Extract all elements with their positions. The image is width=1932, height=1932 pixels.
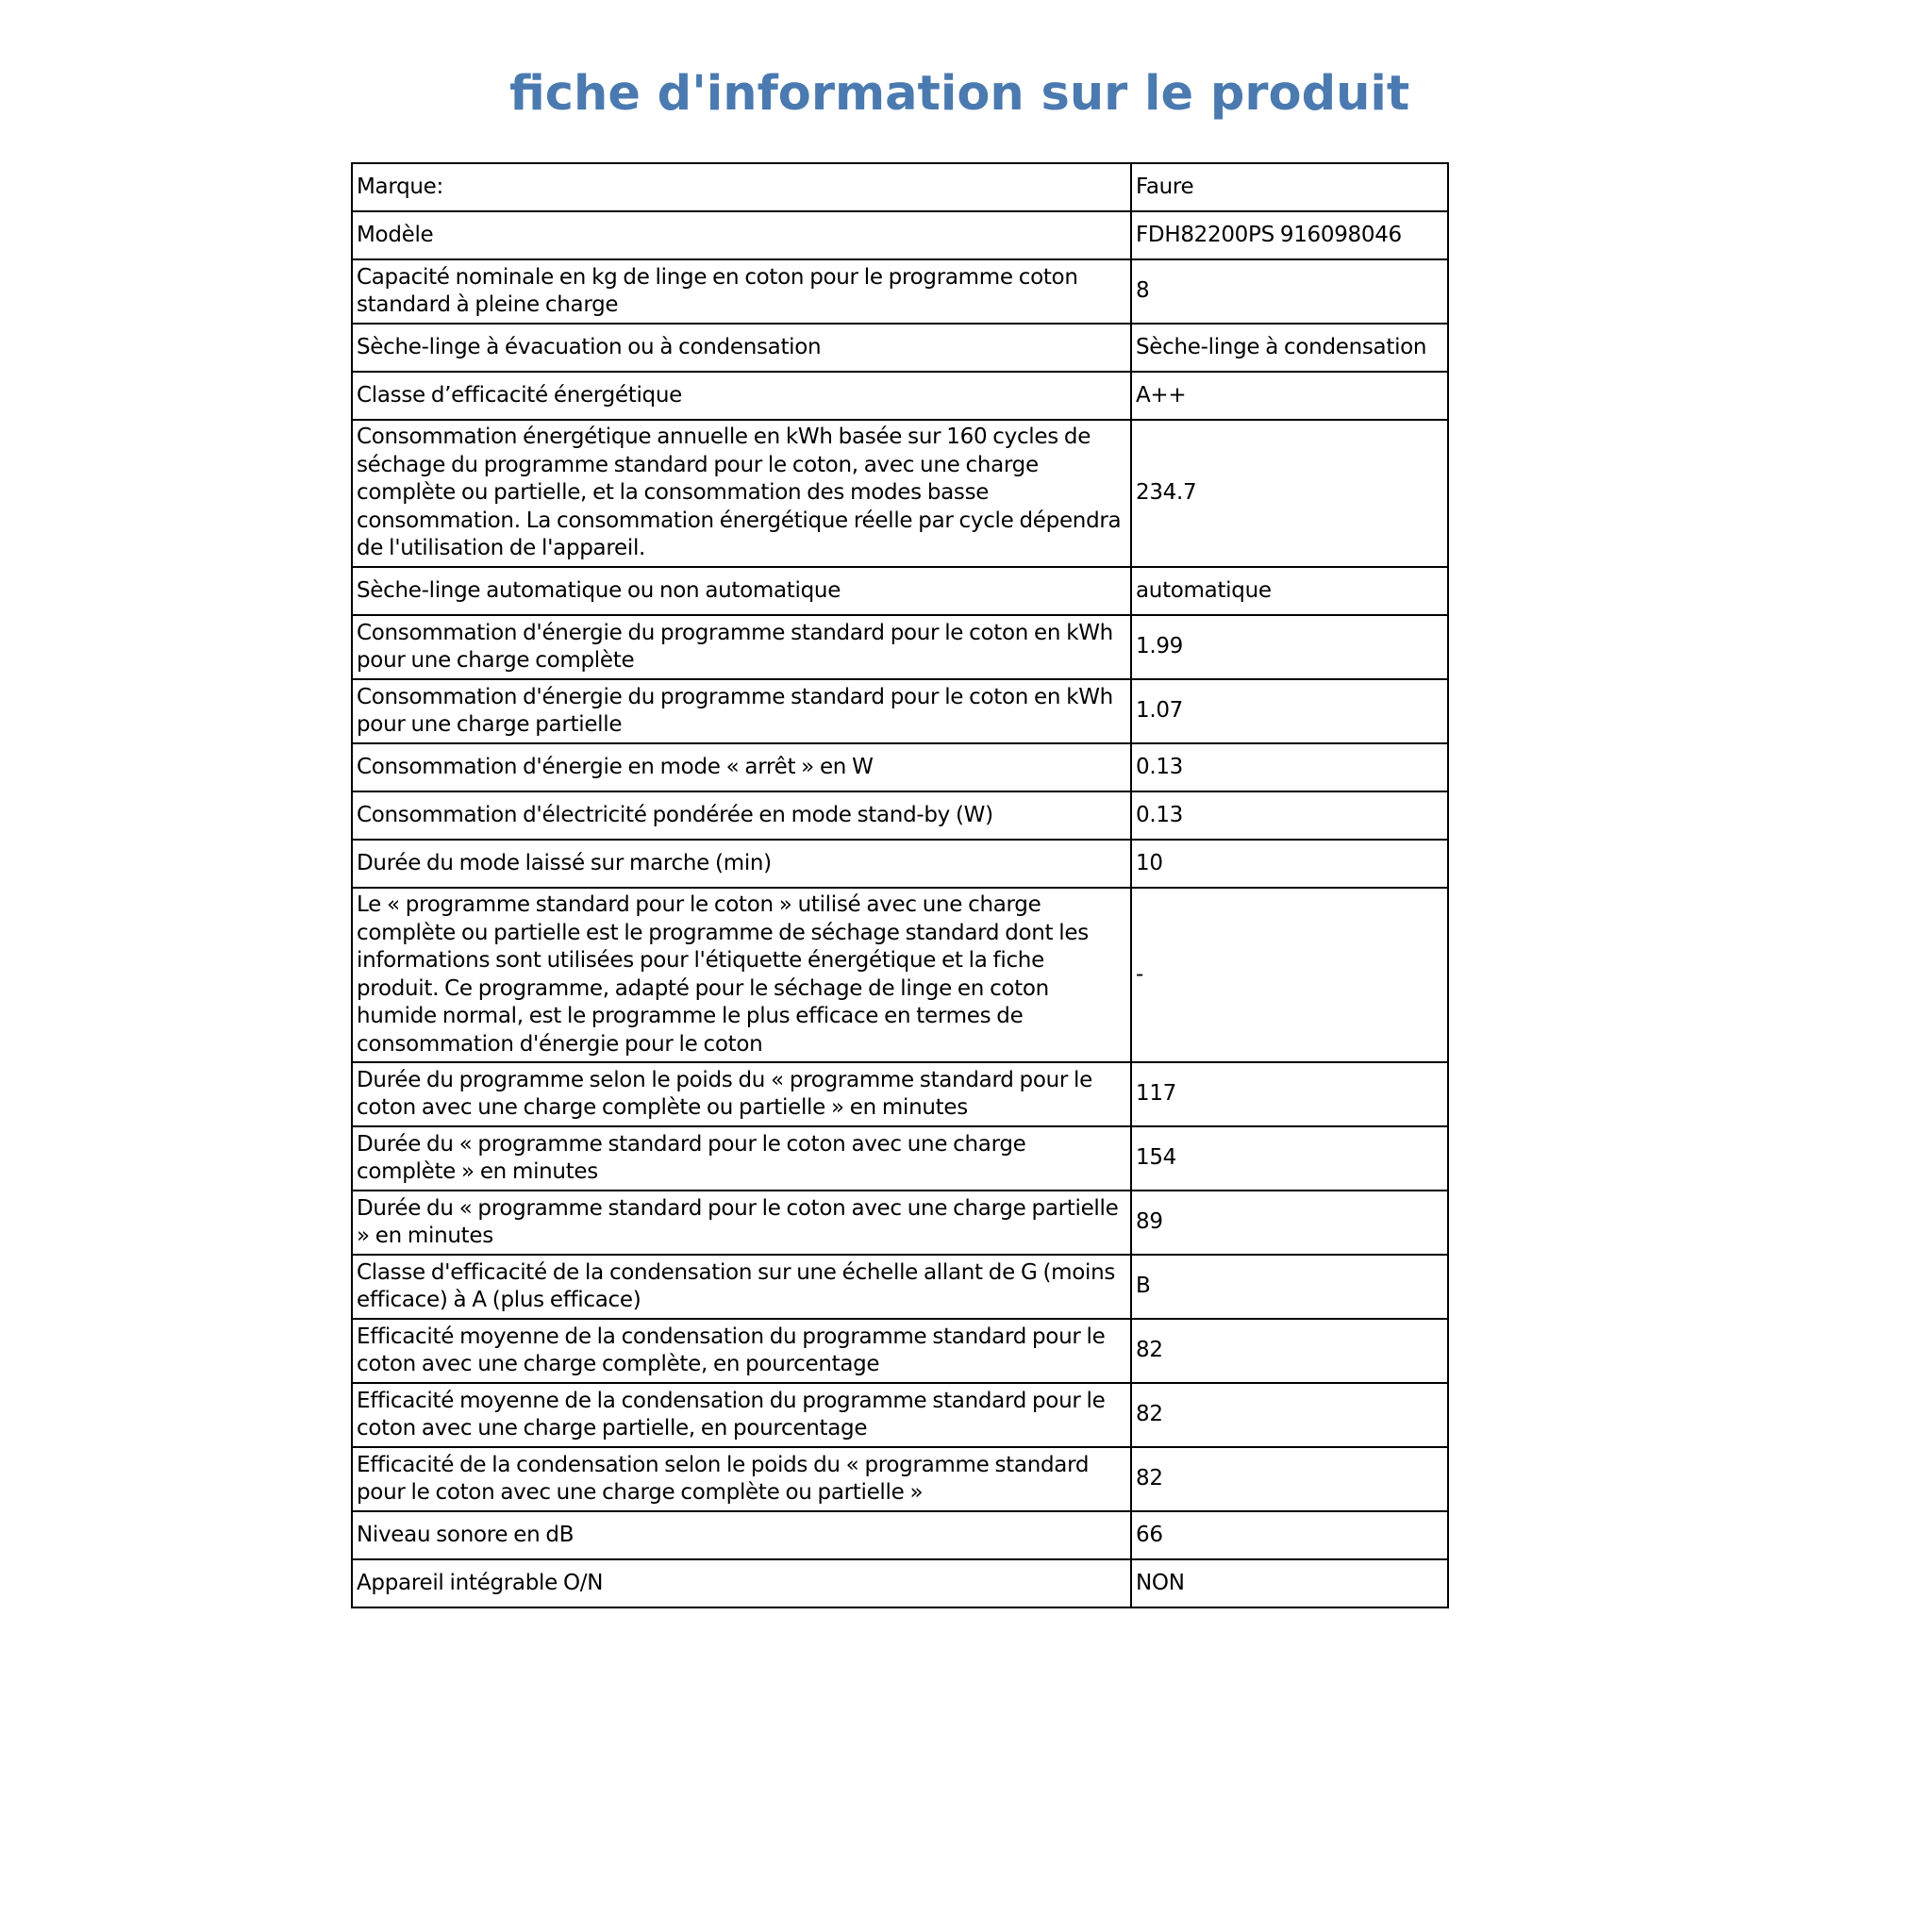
row-value: B [1131,1255,1448,1319]
row-value: FDH82200PS 916098046 [1131,211,1448,259]
row-label: Consommation d'électricité pondérée en mode stand-by (W) [352,791,1131,840]
table-row-standby [352,791,1448,840]
row-value: Sèche-linge à condensation [1131,324,1448,372]
row-value: 89 [1131,1191,1448,1255]
table-row-partial-load-duration [352,1191,1448,1255]
row-label: Classe d’efficacité énergétique [352,372,1131,420]
row-label: Niveau sonore en dB [352,1511,1131,1559]
row-label: Classe d'efficacité de la condensation sur une échelle allant de G (moins efficace) à A (plus efficace) [352,1255,1131,1319]
row-label: Durée du mode laissé sur marche (min) [352,840,1131,888]
table-row-condensation-partial-load [352,1383,1448,1447]
page-title: fiche d'information sur le produit [509,66,1410,122]
table-row-standard-program-note [352,888,1448,1062]
row-value: 0.13 [1131,743,1448,791]
row-label: Durée du programme selon le poids du « programme standard pour le coton avec une charge complète ou partielle » en minutes [352,1062,1131,1126]
row-label: Durée du « programme standard pour le coton avec une charge partielle » en minutes [352,1191,1131,1255]
row-value: 82 [1131,1447,1448,1511]
row-label: Consommation énergétique annuelle en kWh basée sur 160 cycles de séchage du programme standard pour le coton, avec une charge complète ou partielle, et la consommation des modes basse consommation. La consommation énergétique réelle par cycle dépendra de l'utilisation de l'appareil. [352,420,1131,567]
row-label: Durée du « programme standard pour le coton avec une charge complète » en minutes [352,1126,1131,1191]
row-label: Le « programme standard pour le coton » utilisé avec une charge complète ou partielle est le programme de séchage standard dont les informations sont utilisées pour l'étiquette énergétique et la fiche produit. Ce programme, adapté pour le séchage de linge en coton humide normal, est le programme le plus efficace en termes de consommation d'énergie pour le coton [352,888,1131,1062]
row-value: 117 [1131,1062,1448,1126]
row-label: Sèche-linge à évacuation ou à condensation [352,324,1131,372]
table-row-weighted-duration [352,1062,1448,1126]
row-value: 66 [1131,1511,1448,1559]
row-value: Faure [1131,163,1448,211]
table-row-annual-energy [352,420,1448,567]
table-row-condensation-class [352,1255,1448,1319]
row-value: 234.7 [1131,420,1448,567]
table-row-model [352,211,1448,259]
row-value: 8 [1131,259,1448,324]
row-label: Sèche-linge automatique ou non automatique [352,567,1131,615]
row-label: Consommation d'énergie du programme standard pour le coton en kWh pour une charge partielle [352,679,1131,743]
row-label: Capacité nominale en kg de linge en coton pour le programme coton standard à pleine charge [352,259,1131,324]
table-row-brand [352,163,1448,211]
row-value: 82 [1131,1383,1448,1447]
table-row-full-load-duration [352,1126,1448,1191]
table-row-energy-partial-load [352,679,1448,743]
table-row-built-in [352,1559,1448,1607]
table-row-off-mode [352,743,1448,791]
row-value: NON [1131,1559,1448,1607]
row-value: 1.99 [1131,615,1448,679]
row-value: 154 [1131,1126,1448,1191]
row-label: Modèle [352,211,1131,259]
row-value: - [1131,888,1448,1062]
product-info-table [351,162,1449,1608]
row-label: Marque: [352,163,1131,211]
table-row-condensation-full-load [352,1319,1448,1383]
table-row-energy-class [352,372,1448,420]
row-label: Efficacité moyenne de la condensation du programme standard pour le coton avec une charge partielle, en pourcentage [352,1383,1131,1447]
row-label: Efficacité de la condensation selon le poids du « programme standard pour le coton avec une charge complète ou partielle » [352,1447,1131,1511]
table-row-energy-full-load [352,615,1448,679]
table-row-dryer-type [352,324,1448,372]
table-row-noise-level [352,1511,1448,1559]
row-value: 10 [1131,840,1448,888]
row-label: Consommation d'énergie en mode « arrêt » en W [352,743,1131,791]
table-row-condensation-weighted [352,1447,1448,1511]
row-value: automatique [1131,567,1448,615]
row-label: Appareil intégrable O/N [352,1559,1131,1607]
row-value: 1.07 [1131,679,1448,743]
table-row-automatic [352,567,1448,615]
row-label: Consommation d'énergie du programme standard pour le coton en kWh pour une charge complète [352,615,1131,679]
row-label: Efficacité moyenne de la condensation du programme standard pour le coton avec une charge complète, en pourcentage [352,1319,1131,1383]
table-row-rated-capacity [352,259,1448,324]
row-value: 0.13 [1131,791,1448,840]
row-value: A++ [1131,372,1448,420]
row-value: 82 [1131,1319,1448,1383]
table-row-left-on-duration [352,840,1448,888]
